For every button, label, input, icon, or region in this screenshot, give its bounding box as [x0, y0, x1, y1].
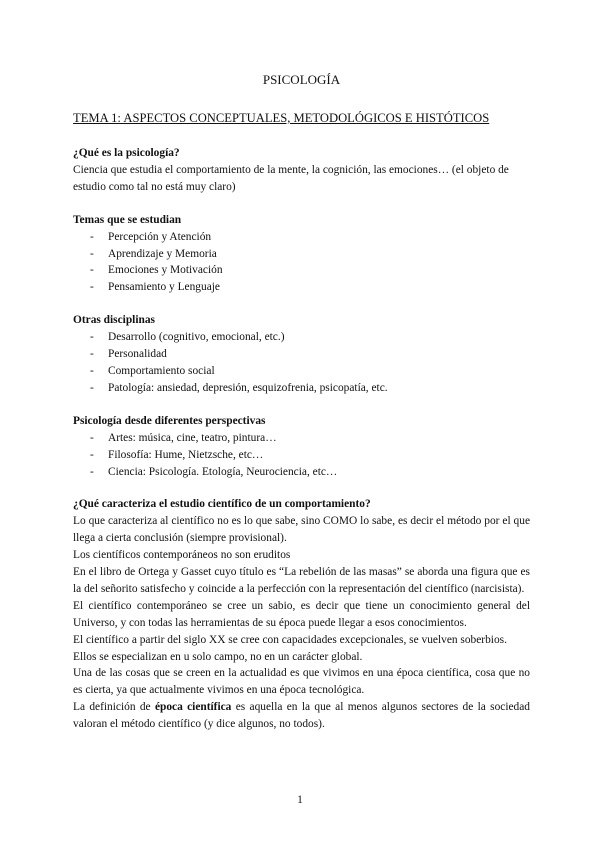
list-item: - Comportamiento social	[73, 363, 530, 380]
document-title: PSICOLOGÍA	[262, 72, 341, 87]
paragraph: Una de las cosas que se creen en la actualidad es que vivimos en una época científica, cosa que no es cierta, ya que actualmente vivimos en una época tecnológica.	[73, 667, 530, 697]
paragraph: Los científicos contemporáneos no son eruditos	[73, 549, 291, 562]
page-number: 1	[297, 794, 303, 806]
section-heading-temas: Temas que se estudian	[73, 213, 182, 226]
tema-heading: TEMA 1: ASPECTOS CONCEPTUALES, METODOLÓGICOS E HISTÓTICOS	[73, 111, 490, 125]
paragraph-text: La definición de	[73, 701, 155, 714]
spacer	[73, 296, 530, 312]
list-item: - Percepción y Atención	[73, 229, 530, 246]
spacer	[73, 480, 530, 496]
otras-list	[73, 329, 530, 397]
paragraph: El científico a partir del siglo XX se cree con capacidades excepcionales, se vuelven soberbios.	[73, 633, 507, 646]
list-item: - Filosofía: Hume, Nietzsche, etc…	[73, 447, 530, 464]
section-heading-perspectivas: Psicología desde diferentes perspectivas	[73, 414, 266, 427]
spacer	[73, 397, 530, 413]
list-item: - Emociones y Motivación	[73, 262, 530, 279]
bold-term: época científica	[154, 701, 232, 714]
paragraph: El científico contemporáneo se cree un sabio, es decir que tiene un conocimiento general del Universo, y con todas las herramientas de su época puede llegar a esos conocimientos.	[73, 599, 530, 629]
list-item: - Ciencia: Psicología. Etología, Neurociencia, etc…	[73, 464, 530, 481]
section-heading-caracteriza: ¿Qué caracteriza el estudio científico de un comportamiento?	[73, 498, 371, 511]
document-page	[73, 70, 530, 733]
list-item: - Personalidad	[73, 346, 530, 363]
temas-list	[73, 229, 530, 297]
list-item: - Desarrollo (cognitivo, emocional, etc.)	[73, 329, 530, 346]
spacer	[73, 196, 530, 212]
perspectivas-list	[73, 430, 530, 481]
list-item: - Aprendizaje y Memoria	[73, 246, 530, 263]
paragraph-definicion	[73, 699, 530, 733]
section-heading-otras: Otras disciplinas	[73, 314, 155, 327]
section-heading-que-es: ¿Qué es la psicología?	[73, 147, 180, 159]
list-item: - Patología: ansiedad, depresión, esquizofrenia, psicopatía, etc.	[73, 380, 530, 397]
section-text-que-es: Ciencia que estudia el comportamiento de la mente, la cognición, las emociones… (el objeto de estudio como tal no está muy claro)	[73, 163, 509, 193]
paragraph: Ellos se especializan en u solo campo, no en un carácter global.	[73, 650, 363, 663]
paragraph-text: es aquella en la que al menos algunos sectores de la sociedad valoran el método científico (y dice algunos, no todos).	[73, 701, 530, 731]
list-item: - Pensamiento y Lenguaje	[73, 279, 530, 296]
list-item: - Artes: música, cine, teatro, pintura…	[73, 430, 530, 447]
paragraph: Lo que caracteriza al científico no es lo que sabe, sino COMO lo sabe, es decir el método por el que llega a cierta conclusión (siempre provisional).	[73, 515, 530, 545]
paragraph: En el libro de Ortega y Gasset cuyo título es “La rebelión de las masas” se aborda una figura que es la del señorito satisfecho y coincide a la perfección con la representación del científico (narcisista).	[73, 566, 530, 595]
